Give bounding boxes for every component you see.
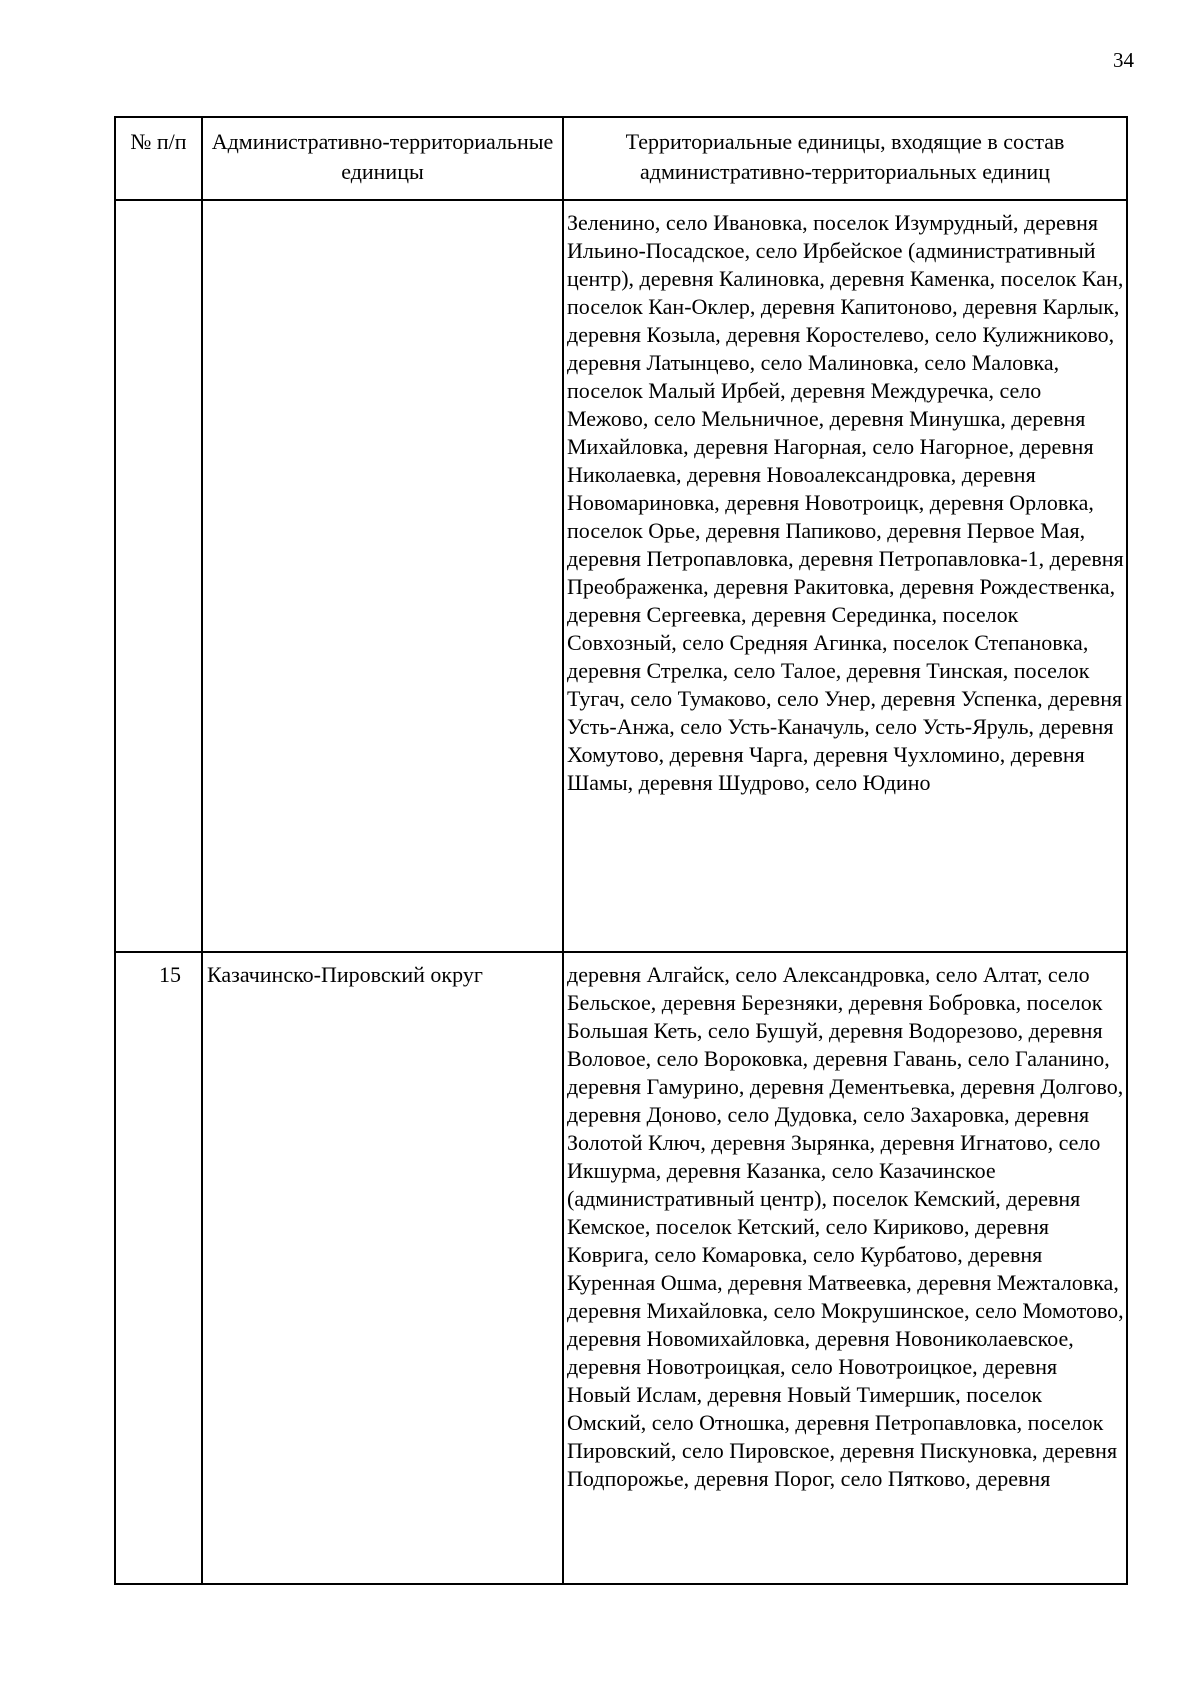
header-admin-units: Административно-территориальные единицы xyxy=(202,117,563,200)
row-number: 15 xyxy=(159,962,181,987)
territories-list: деревня Алгайск, село Александровка, село Алтат, село Бельское, деревня Березняки, деревня Бобровка, поселок Большая Кеть, село Бушуй, деревня Водорезово, деревня Воловое, село Вороковка, деревня Гавань, село Галанино, деревня Гамурино, деревня Дементьевка, деревня Долгово, деревня Доново, село Дудовка, село Захаровка, деревня Золотой Ключ, деревня Зырянка, деревня Игнатово, село Икшурма, деревня Казанка, село Казачинское (административный центр), поселок Кемский, деревня Кемское, поселок Кетский, село Кириково, деревня Коврига, село Комаровка, село Курбатово, деревня Куренная Ошма, деревня Матвеевка, деревня Межталовка, деревня Михайловка, село Мокрушинское, село Момотово, деревня Новомихайловка, деревня Новониколаевское, деревня Новотроицкая, село Новотроицкое, деревня Новый Ислам, деревня Новый Тимершик, поселок Омский, село Отношка, деревня Петропавловка, поселок Пировский, село Пировское, деревня Пискуновка, деревня Подпорожье, деревня Порог, село Пятково, деревня xyxy=(567,962,1124,1491)
page-number: 34 xyxy=(1113,48,1134,72)
row-number xyxy=(116,201,201,209)
territories-cell xyxy=(563,200,1127,952)
territories-cell xyxy=(563,952,1127,1584)
header-territorial-units: Территориальные единицы, входящие в состав административно-территориальных единиц xyxy=(563,117,1127,200)
admin-unit-cell xyxy=(202,200,563,952)
table-header-row xyxy=(115,117,1127,200)
table-row xyxy=(115,952,1127,1584)
table-row xyxy=(115,200,1127,952)
row-number-cell xyxy=(115,952,202,1584)
territorial-units-table xyxy=(114,116,1128,1585)
territories-list: Зеленино, село Ивановка, поселок Изумрудный, деревня Ильино-Посадское, село Ирбейское (административный центр), деревня Калиновка, деревня Каменка, поселок Кан, поселок Кан-Оклер, деревня Капитоново, деревня Карлык, деревня Козыла, деревня Коростелево, село Кулижниково, деревня Латынцево, село Малиновка, село Маловка, поселок Малый Ирбей, деревня Междуречка, село Межово, село Мельничное, деревня Минушка, деревня Михайловка, деревня Нагорная, село Нагорное, деревня Николаевка, деревня Новоалександровка, деревня Новомариновка, деревня Новотроицк, деревня Орловка, поселок Орье, деревня Папиково, деревня Первое Мая, деревня Петропавловка, деревня Петропавловка-1, деревня Преображенка, деревня Ракитовка, деревня Рождественка, деревня Сергеевка, деревня Серединка, поселок Совхозный, село Средняя Агинка, поселок Степановка, деревня Стрелка, село Талое, деревня Тинская, поселок Тугач, село Тумаково, село Унер, деревня Успенка, деревня Усть-Анжа, село Усть-Каначуль, село Усть-Яруль, деревня Хомутово, деревня Чарга, деревня Чухломино, деревня Шамы, деревня Шудрово, село Юдино xyxy=(567,210,1124,795)
admin-unit-name: Казачинско-Пировский округ xyxy=(207,962,483,987)
admin-unit-cell xyxy=(202,952,563,1584)
admin-unit-name xyxy=(203,201,562,209)
row-number-cell xyxy=(115,200,202,952)
header-number: № п/п xyxy=(115,117,202,200)
